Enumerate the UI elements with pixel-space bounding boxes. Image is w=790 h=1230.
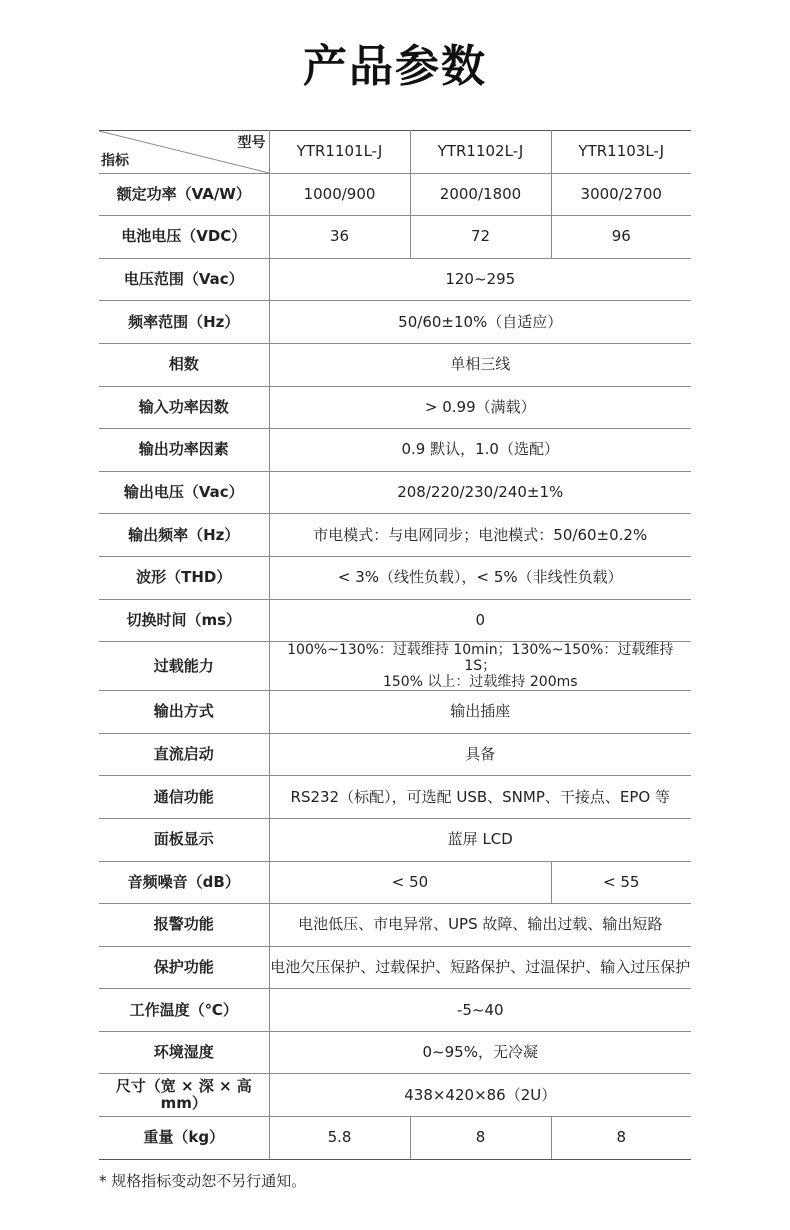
table-row xyxy=(99,1117,691,1160)
row-label: 音频噪音（dB） xyxy=(99,861,269,904)
cell-value: 具备 xyxy=(269,733,691,776)
cell-value: 72 xyxy=(410,216,551,259)
row-label: 环境湿度 xyxy=(99,1031,269,1074)
table-row xyxy=(99,471,691,514)
cell-value: 单相三线 xyxy=(269,343,691,386)
row-label: 输出电压（Vac） xyxy=(99,471,269,514)
row-label: 输出功率因素 xyxy=(99,429,269,472)
table-row xyxy=(99,173,691,216)
cell-value: 电池欠压保护、过载保护、短路保护、过温保护、输入过压保护 xyxy=(269,946,691,989)
table-row xyxy=(99,429,691,472)
cell-value: 8 xyxy=(551,1117,691,1160)
cell-value: 120~295 xyxy=(269,258,691,301)
table-row xyxy=(99,904,691,947)
table-row xyxy=(99,818,691,861)
table-row xyxy=(99,386,691,429)
corner-bottom-label: 指标 xyxy=(101,152,129,169)
corner-cell xyxy=(99,131,269,174)
page-title: 产品参数 xyxy=(303,41,487,92)
spec-table xyxy=(99,130,691,1160)
row-label: 尺寸（宽 × 深 × 高 mm） xyxy=(99,1074,269,1117)
table-row xyxy=(99,1074,691,1117)
table-row xyxy=(99,946,691,989)
cell-value: 0~95%，无冷凝 xyxy=(269,1031,691,1074)
cell-value: 208/220/230/240±1% xyxy=(269,471,691,514)
row-label: 保护功能 xyxy=(99,946,269,989)
model-header: YTR1103L-J xyxy=(551,131,691,174)
cell-value: 蓝屏 LCD xyxy=(269,818,691,861)
cell-value: < 50 xyxy=(269,861,551,904)
row-label: 报警功能 xyxy=(99,904,269,947)
cell-value: -5~40 xyxy=(269,989,691,1032)
row-label: 通信功能 xyxy=(99,776,269,819)
table-row xyxy=(99,861,691,904)
cell-value: 输出插座 xyxy=(269,691,691,734)
row-label: 电池电压（VDC） xyxy=(99,216,269,259)
cell-value: 2000/1800 xyxy=(410,173,551,216)
cell-value: 8 xyxy=(410,1117,551,1160)
cell-value: 市电模式：与电网同步；电池模式：50/60±0.2% xyxy=(269,514,691,557)
table-row xyxy=(99,301,691,344)
table-row xyxy=(99,989,691,1032)
cell-value: 0 xyxy=(269,599,691,642)
table-row xyxy=(99,733,691,776)
row-label: 切换时间（ms） xyxy=(99,599,269,642)
row-label: 频率范围（Hz） xyxy=(99,301,269,344)
cell-value: 0.9 默认，1.0（选配） xyxy=(269,429,691,472)
cell-value: RS232（标配），可选配 USB、SNMP、干接点、EPO 等 xyxy=(269,776,691,819)
cell-value: 50/60±10%（自适应） xyxy=(269,301,691,344)
cell-value: < 3%（线性负载），< 5%（非线性负载） xyxy=(269,556,691,599)
table-row xyxy=(99,258,691,301)
row-label: 重量（kg） xyxy=(99,1117,269,1160)
row-label: 额定功率（VA/W） xyxy=(99,173,269,216)
row-label: 工作温度（℃） xyxy=(99,989,269,1032)
cell-value: 96 xyxy=(551,216,691,259)
cell-value: 5.8 xyxy=(269,1117,410,1160)
row-label: 输出频率（Hz） xyxy=(99,514,269,557)
model-header: YTR1102L-J xyxy=(410,131,551,174)
cell-value: 1000/900 xyxy=(269,173,410,216)
cell-value-line: 100%~130%：过载维持 10min；130%~150%：过载维持 1S； xyxy=(287,642,674,675)
cell-value: 36 xyxy=(269,216,410,259)
model-header: YTR1101L-J xyxy=(269,131,410,174)
row-label: 过载能力 xyxy=(99,642,269,691)
cell-value: > 0.99（满载） xyxy=(269,386,691,429)
cell-value-line: 150% 以上：过载维持 200ms xyxy=(382,674,578,691)
table-row xyxy=(99,514,691,557)
row-label: 电压范围（Vac） xyxy=(99,258,269,301)
footnote: * 规格指标变动恕不另行通知。 xyxy=(99,1172,307,1190)
cell-value: 3000/2700 xyxy=(551,173,691,216)
row-label: 直流启动 xyxy=(99,733,269,776)
table-row xyxy=(99,1031,691,1074)
cell-value xyxy=(269,642,691,691)
table-row xyxy=(99,691,691,734)
corner-top-label: 型号 xyxy=(237,135,266,151)
table-row xyxy=(99,776,691,819)
cell-value: 438×420×86（2U） xyxy=(269,1074,691,1117)
row-label: 输出方式 xyxy=(99,691,269,734)
table-header-row xyxy=(99,131,691,174)
row-label: 面板显示 xyxy=(99,818,269,861)
cell-value: < 55 xyxy=(551,861,691,904)
cell-value: 电池低压、市电异常、UPS 故障、输出过载、输出短路 xyxy=(269,904,691,947)
table-row xyxy=(99,343,691,386)
row-label: 波形（THD） xyxy=(99,556,269,599)
row-label: 相数 xyxy=(99,343,269,386)
table-row xyxy=(99,599,691,642)
table-row xyxy=(99,642,691,691)
table-row xyxy=(99,216,691,259)
table-row xyxy=(99,556,691,599)
row-label: 输入功率因数 xyxy=(99,386,269,429)
